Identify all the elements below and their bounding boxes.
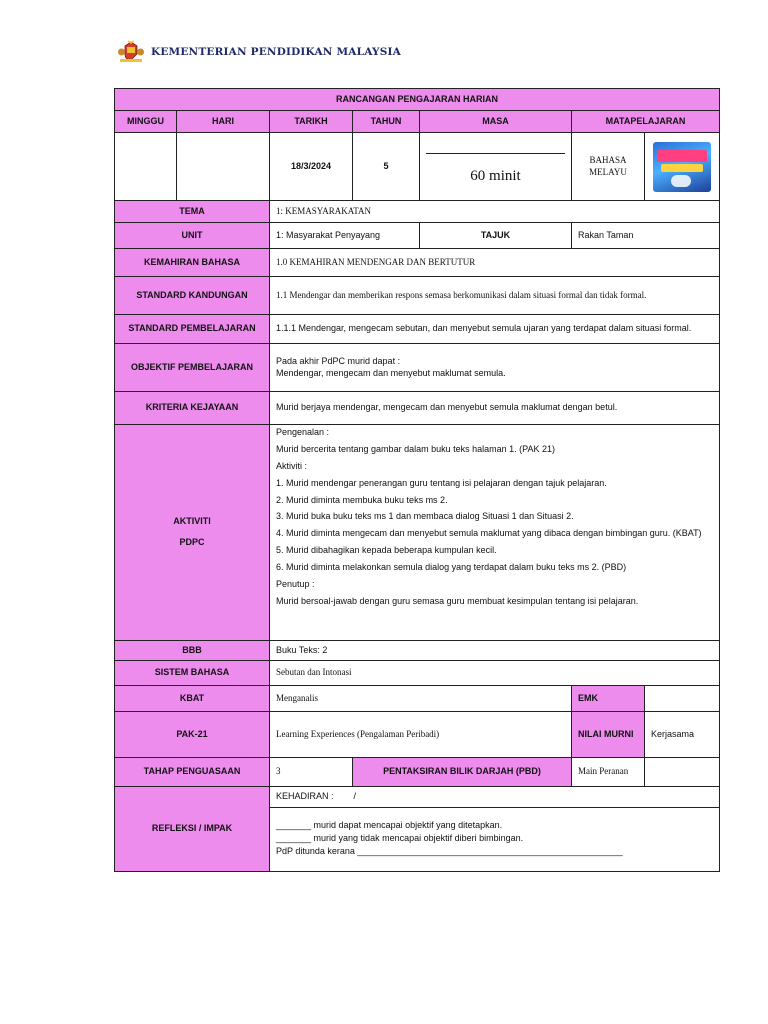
tema-row bbox=[115, 201, 720, 223]
col-masa: MASA bbox=[420, 111, 572, 133]
kemahiran-label: KEMAHIRAN BAHASA bbox=[115, 249, 270, 277]
tajuk-value: Rakan Taman bbox=[572, 223, 720, 249]
refleksi-label: REFLEKSI / IMPAK bbox=[115, 787, 270, 872]
tema-label: TEMA bbox=[115, 201, 270, 223]
aktiviti-line: Penutup : bbox=[276, 578, 315, 589]
page-header bbox=[117, 40, 401, 64]
ministry-name: KEMENTERIAN PENDIDIKAN MALAYSIA bbox=[151, 46, 401, 58]
nilai-value: Kerjasama bbox=[645, 712, 720, 758]
minggu-value bbox=[115, 133, 177, 201]
kriteria-label: KRITERIA KEJAYAAN bbox=[115, 392, 270, 425]
tahap-row bbox=[115, 758, 720, 787]
bbb-label: BBB bbox=[115, 641, 270, 661]
refleksi-value bbox=[270, 808, 720, 872]
aktiviti-label bbox=[115, 425, 270, 641]
masa-value: 60 minit bbox=[470, 168, 521, 185]
aktiviti-line: 5. Murid dibahagikan kepada beberapa kumpulan kecil. bbox=[276, 545, 497, 556]
aktiviti-line: Pengenalan : bbox=[276, 427, 330, 437]
pak-value: Learning Experiences (Pengalaman Peribadi) bbox=[270, 712, 572, 758]
col-minggu: MINGGU bbox=[115, 111, 177, 133]
sistem-row bbox=[115, 661, 720, 686]
aktiviti-line: 4. Murid diminta mengecam dan menyebut semula maklumat yang dibaca dengan bimbingan guru. (KBAT) bbox=[276, 528, 702, 539]
tajuk-label: TAJUK bbox=[420, 223, 572, 249]
aktiviti-line: 2. Murid diminta membuka buku teks ms 2. bbox=[276, 494, 448, 505]
coat-of-arms-icon bbox=[117, 40, 145, 64]
matapelajaran-value: BAHASA MELAYU bbox=[572, 133, 645, 201]
unit-label: UNIT bbox=[115, 223, 270, 249]
pbd-label: PENTAKSIRAN BILIK DARJAH (PBD) bbox=[353, 758, 572, 787]
col-tahun: TAHUN bbox=[353, 111, 420, 133]
kbat-label: KBAT bbox=[115, 686, 270, 712]
emk-value bbox=[645, 686, 720, 712]
emk-label: EMK bbox=[572, 686, 645, 712]
aktiviti-line: 3. Murid buka buku teks ms 1 dan membaca dialog Situasi 1 dan Situasi 2. bbox=[276, 511, 574, 522]
refleksi-line-1: _______ murid dapat mencapai objektif yang ditetapkan. bbox=[276, 820, 503, 831]
aktiviti-line: 1. Murid mendengar penerangan guru tentang isi pelajaran dengan tajuk pelajaran. bbox=[276, 477, 607, 488]
refleksi-line-3: PdP ditunda kerana _____________________________________________________ bbox=[276, 845, 623, 856]
unit-row bbox=[115, 223, 720, 249]
masa-cell bbox=[420, 133, 572, 201]
pbd-value: Main Peranan bbox=[572, 758, 645, 787]
tahap-label: TAHAP PENGUASAAN bbox=[115, 758, 270, 787]
aktiviti-label-1: AKTIVITI bbox=[173, 516, 211, 527]
table-title: RANCANGAN PENGAJARAN HARIAN bbox=[115, 89, 720, 111]
pak-row bbox=[115, 712, 720, 758]
textbook-cover-cell bbox=[645, 133, 720, 201]
unit-value: 1: Masyarakat Penyayang bbox=[270, 223, 420, 249]
objektif-line-1: Pada akhir PdPC murid dapat : bbox=[276, 355, 401, 366]
sk-value: 1.1 Mendengar dan memberikan respons semasa berkomunikasi dalam situasi formal dan tidak formal. bbox=[270, 277, 720, 315]
aktiviti-line: Murid bercerita tentang gambar dalam buku teks halaman 1. (PAK 21) bbox=[276, 443, 555, 454]
aktiviti-line: 6. Murid diminta melakonkan semula dialog yang terdapat dalam buku teks ms 2. (PBD) bbox=[276, 562, 627, 572]
tema-value: 1: KEMASYARAKATAN bbox=[270, 201, 720, 223]
pbd-extra-value bbox=[645, 758, 720, 787]
lesson-plan-table bbox=[114, 88, 720, 872]
objektif-value bbox=[270, 344, 720, 392]
tahap-value: 3 bbox=[270, 758, 353, 787]
kehadiran-row bbox=[115, 787, 720, 808]
kriteria-value: Murid berjaya mendengar, mengecam dan menyebut semula maklumat dengan betul. bbox=[270, 392, 720, 425]
sistem-value: Sebutan dan Intonasi bbox=[270, 661, 720, 686]
tahun-value: 5 bbox=[353, 133, 420, 201]
sistem-label: SISTEM BAHASA bbox=[115, 661, 270, 686]
pak-label: PAK-21 bbox=[115, 712, 270, 758]
title-row bbox=[115, 89, 720, 111]
textbook-cover-image bbox=[653, 142, 711, 192]
hari-value bbox=[177, 133, 270, 201]
col-hari: HARI bbox=[177, 111, 270, 133]
aktiviti-line: Murid bersoal-jawab dengan guru semasa guru membuat kesimpulan tentang isi pelajaran. bbox=[276, 595, 639, 606]
bbb-value: Buku Teks: 2 bbox=[270, 641, 720, 661]
objektif-label: OBJEKTIF PEMBELAJARAN bbox=[115, 344, 270, 392]
sp-row bbox=[115, 315, 720, 344]
kbat-value: Menganalis bbox=[270, 686, 572, 712]
masa-top-value bbox=[426, 133, 565, 154]
kehadiran-value: KEHADIRAN : / bbox=[270, 787, 720, 808]
info-row bbox=[115, 133, 720, 201]
aktiviti-value bbox=[270, 425, 720, 641]
kemahiran-row bbox=[115, 249, 720, 277]
nilai-label: NILAI MURNI bbox=[572, 712, 645, 758]
sk-row bbox=[115, 277, 720, 315]
objektif-row bbox=[115, 344, 720, 392]
objektif-line-2: Mendengar, mengecam dan menyebut maklumat semula. bbox=[276, 367, 506, 378]
aktiviti-line: Aktiviti : bbox=[276, 460, 308, 471]
kriteria-row bbox=[115, 392, 720, 425]
aktiviti-label-2: PDPC bbox=[179, 537, 205, 547]
col-tarikh: TARIKH bbox=[270, 111, 353, 133]
sp-value: 1.1.1 Mendengar, mengecam sebutan, dan menyebut semula ujaran yang terdapat dalam situasi formal. bbox=[270, 315, 720, 344]
kbat-row bbox=[115, 686, 720, 712]
tarikh-value: 18/3/2024 bbox=[270, 133, 353, 201]
bbb-row bbox=[115, 641, 720, 661]
sk-label: STANDARD KANDUNGAN bbox=[115, 277, 270, 315]
sp-label: STANDARD PEMBELAJARAN bbox=[115, 315, 270, 344]
header-row bbox=[115, 111, 720, 133]
kemahiran-value: 1.0 KEMAHIRAN MENDENGAR DAN BERTUTUR bbox=[270, 249, 720, 277]
aktiviti-row bbox=[115, 425, 720, 641]
refleksi-line-2: _______ murid yang tidak mencapai objektif diberi bimbingan. bbox=[276, 833, 524, 844]
col-matapelajaran: MATAPELAJARAN bbox=[572, 111, 720, 133]
